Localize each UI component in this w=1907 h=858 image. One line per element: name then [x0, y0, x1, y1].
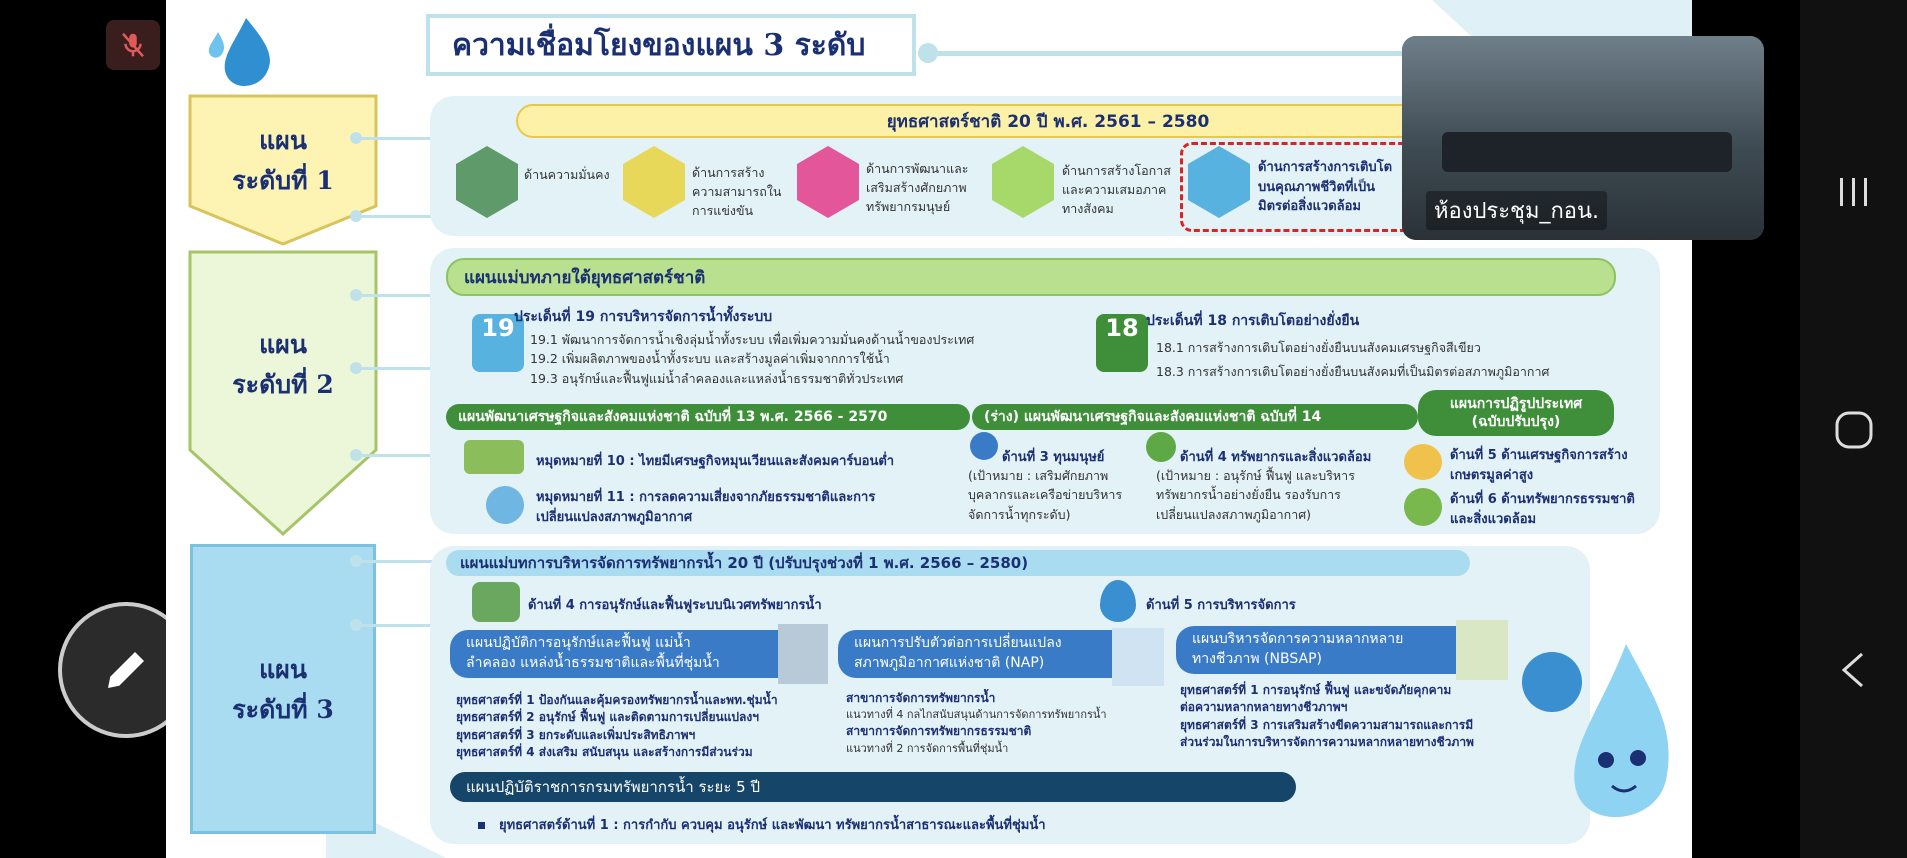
plan14-d3-title: ด้านที่ 3 ทุนมนุษย์ [1002, 450, 1105, 465]
water-plan-d4: ด้านที่ 4 การอนุรักษ์และฟื้นฟูระบบนิเวศทรัพยากรน้ำ [528, 598, 822, 613]
list-item: ยุทธศาสตร์ที่ 2 อนุรักษ์ ฟื้นฟู และติดตามการเปลี่ยนแปลงฯ [456, 710, 759, 725]
plan13-header: แผนพัฒนาเศรษฐกิจและสังคมแห่งชาติ ฉบับที่ 13 พ.ศ. 2566 - 2570 [446, 404, 970, 430]
agriculture-icon [1404, 444, 1442, 480]
list-item: 19.3 อนุรักษ์และฟื้นฟูแม่น้ำลำคลองและแหล่งน้ำธรรมชาติทั่วประเทศ [530, 370, 904, 386]
mic-off-icon [118, 30, 148, 60]
android-nav-bar [1800, 0, 1907, 858]
connector [356, 215, 436, 218]
home-icon [1832, 408, 1876, 452]
list-item: ยุทธศาสตร์ที่ 1 ป้องกันและคุ้มครองทรัพยากรน้ำและพท.ชุ่มน้ำ [456, 693, 778, 707]
list-item: 19.1 พัฒนาการจัดการน้ำเชิงลุ่มน้ำทั้งระบบ เพื่อเพิ่มความมั่นคงด้านน้ำของประเทศ [530, 332, 975, 347]
strategy-item-competitiveness: ด้านการสร้าง ความสามารถใน การแข่งขัน [692, 165, 782, 218]
milestone-11: หมุดหมายที่ 11 : การลดความเสี่ยงจากภัยธรรมชาติและการ เปลี่ยนแปลงสภาพภูมิอากาศ [536, 490, 876, 525]
issue-18-title: ประเด็นที่ 18 การเติบโตอย่างยั่งยืน [1146, 313, 1360, 329]
list-item: สาขาการจัดการทรัพยากรธรรมชาติ [846, 724, 1032, 739]
connector [356, 624, 436, 627]
nature-icon [1404, 488, 1442, 526]
list-item: ส่วนร่วมในการบริหารจัดการความหลากหลายทางชีวภาพ [1180, 735, 1474, 750]
water-plan-d5: ด้านที่ 5 การบริหารจัดการ [1146, 598, 1296, 613]
connector [356, 454, 436, 457]
nbsap-thumbnail-icon [1456, 620, 1508, 680]
list-item: ต่อความหลากหลายทางชีวภาพฯ [1180, 700, 1348, 715]
meeting-table [1442, 132, 1732, 172]
connector-dot [350, 362, 362, 374]
page-title: ความเชื่อมโยงของแผน 3 ระดับ [426, 14, 916, 76]
connector [356, 137, 436, 140]
plan14-d4-text: (เป้าหมาย : อนุรักษ์ ฟื้นฟู และบริหาร ทรัพยากรน้ำอย่างยั่งยืน รองรับการ เปลี่ยนแปลงสภาพภูมิอากาศ) [1156, 468, 1355, 522]
issue-19-badge: 19 [481, 314, 515, 342]
list-item: 19.2 เพิ่มผลิตภาพของน้ำทั้งระบบ และสร้างมูลค่าเพิ่มจากการใช้น้ำ [530, 351, 890, 367]
dept-plan-header: แผนปฏิบัติราชการกรมทรัพยากรน้ำ ระยะ 5 ปี [450, 772, 1296, 802]
plan14-header: (ร่าง) แผนพัฒนาเศรษฐกิจและสังคมแห่งชาติ ฉบับที่ 14 [972, 404, 1418, 430]
water-drop-icon [196, 12, 280, 92]
list-item: สาขาการจัดการทรัพยากรน้ำ [846, 691, 996, 705]
circular-economy-icon [464, 440, 524, 474]
connector-dot [350, 289, 362, 301]
connector [356, 294, 436, 297]
nap-thumbnail-icon [1112, 628, 1164, 686]
connector [356, 367, 436, 370]
connector [356, 560, 436, 563]
level3-label: แผน ระดับที่ 3 [232, 655, 334, 724]
strategy-item-green-growth: ด้านการสร้างการเติบโต บนคุณภาพชีวิตที่เป็น มิตรต่อสิ่งแวดล้อม [1258, 160, 1393, 214]
plan-a-list [456, 692, 778, 762]
issue-18-icon [1096, 314, 1148, 372]
plan-a-header: แผนปฏิบัติการอนุรักษ์และฟื้นฟู แม่น้ำ ลำคลอง แหล่งน้ำธรรมชาติและพื้นที่ชุ่มน้ำ [450, 630, 796, 678]
environment-icon [1146, 432, 1176, 462]
mic-off-button[interactable] [106, 20, 160, 70]
plan-b-header: แผนการปรับตัวต่อการเปลี่ยนแปลง สภาพภูมิอากาศแห่งชาติ (NAP) [838, 630, 1130, 678]
strategy-item-social-equity: ด้านการสร้างโอกาส และความเสมอภาค ทางสังคม [1062, 163, 1171, 216]
list-item: ยุทธศาสตร์ที่ 1 การอนุรักษ์ ฟื้นฟู และขจัดภัยคุกคาม [1180, 683, 1452, 697]
connector-dot [350, 449, 362, 461]
connector-dot [350, 619, 362, 631]
issue-19-title: ประเด็นที่ 19 การบริหารจัดการน้ำทั้งระบบ [514, 309, 773, 325]
issue-18-list [1156, 336, 1549, 384]
strategy-item-security: ด้านความมั่นคง [524, 167, 610, 182]
master-plan-header: แผนแม่บทภายใต้ยุทธศาสตร์ชาติ [446, 258, 1616, 296]
water-master-plan-header: แผนแม่บทการบริหารจัดการทรัพยากรน้ำ 20 ปี (ปรับปรุงช่วงที่ 1 พ.ศ. 2566 – 2580) [446, 550, 1470, 576]
participant-video-tile[interactable] [1402, 36, 1764, 240]
list-item: 18.3 การสร้างการเติบโตอย่างยั่งยืนบนสังคมที่เป็นมิตรต่อสภาพภูมิอากาศ [1156, 363, 1550, 379]
plan14-d3-text: (เป้าหมาย : เสริมศักยภาพ บุคลากรและเครือข่ายบริหาร จัดการน้ำทุกระดับ) [968, 468, 1123, 522]
issue-19-list [530, 330, 974, 388]
participant-name-label: ห้องประชุม_กอน. [1426, 191, 1607, 230]
connector-dot [350, 210, 362, 222]
plan-c-list [1180, 682, 1474, 752]
list-item: แนวทางที่ 2 การจัดการพื้นที่ชุ่มน้ำ [846, 741, 1009, 755]
list-item: ยุทธศาสตร์ที่ 4 ส่งเสริม สนับสนุน และสร้างการมีส่วนร่วม [456, 745, 753, 760]
ecosystem-icon [472, 582, 520, 622]
connector-dot [350, 555, 362, 567]
list-item: แนวทางที่ 4 กลไกสนับสนุนด้านการจัดการทรัพยากรน้ำ [846, 708, 1107, 722]
plan14-d4-title: ด้านที่ 4 ทรัพยากรและสิ่งแวดล้อม [1180, 450, 1372, 465]
climate-globe-icon [486, 486, 524, 524]
recents-button[interactable] [1800, 152, 1907, 232]
issue-18-badge: 18 [1105, 314, 1139, 342]
bullet-icon [478, 822, 485, 829]
water-drop-mascot-icon [1546, 640, 1686, 840]
plan-c-header: แผนบริหารจัดการความหลากหลาย ทางชีวภาพ (NBSAP) [1176, 626, 1474, 674]
back-button[interactable] [1800, 630, 1907, 710]
list-item: ยุทธศาสตร์ที่ 3 ยกระดับและเพิ่มประสิทธิภาพฯ [456, 727, 696, 742]
reform-d5: ด้านที่ 5 ด้านเศรษฐกิจการสร้าง เกษตรมูลค่าสูง [1450, 448, 1628, 483]
dept-plan-item: ยุทธศาสตร์ด้านที่ 1 : การกำกับ ควบคุม อนุรักษ์ และพัฒนา ทรัพยากรน้ำสาธารณะและพื้นที่ชุ่มน้ำ [478, 814, 1046, 835]
strategy-item-human-resource: ด้านการพัฒนาและ เสริมสร้างศักยภาพ ทรัพยากรมนุษย์ [866, 161, 969, 214]
plan-b-list [846, 690, 1107, 757]
water-drop-icon [1100, 580, 1136, 622]
level2-label: แผน ระดับที่ 2 [232, 330, 334, 399]
level1-label: แผน ระดับที่ 1 [232, 126, 334, 195]
national-strategy-header: ยุทธศาสตร์ชาติ 20 ปี พ.ศ. 2561 – 2580 [516, 104, 1580, 138]
recents-icon [1834, 172, 1874, 212]
home-button[interactable] [1800, 390, 1907, 470]
milestone-10: หมุดหมายที่ 10 : ไทยมีเศรษฐกิจหมุนเวียนและสังคมคาร์บอนต่ำ [536, 454, 895, 469]
back-icon [1834, 650, 1874, 690]
list-item: 18.1 การสร้างการเติบโตอย่างยั่งยืนบนสังคมเศรษฐกิจสีเขียว [1156, 340, 1481, 355]
human-capital-icon [970, 432, 998, 460]
connector-dot [350, 132, 362, 144]
pen-icon [99, 643, 153, 697]
document-thumbnail-icon [778, 624, 828, 684]
list-item: ยุทธศาสตร์ที่ 3 การเสริมสร้างขีดความสามารถและการมี [1180, 717, 1474, 732]
reform-plan-header: แผนการปฏิรูปประเทศ (ฉบับปรับปรุง) [1418, 390, 1614, 436]
reform-d6: ด้านที่ 6 ด้านทรัพยากรธรรมชาติ และสิ่งแวดล้อม [1450, 492, 1635, 527]
